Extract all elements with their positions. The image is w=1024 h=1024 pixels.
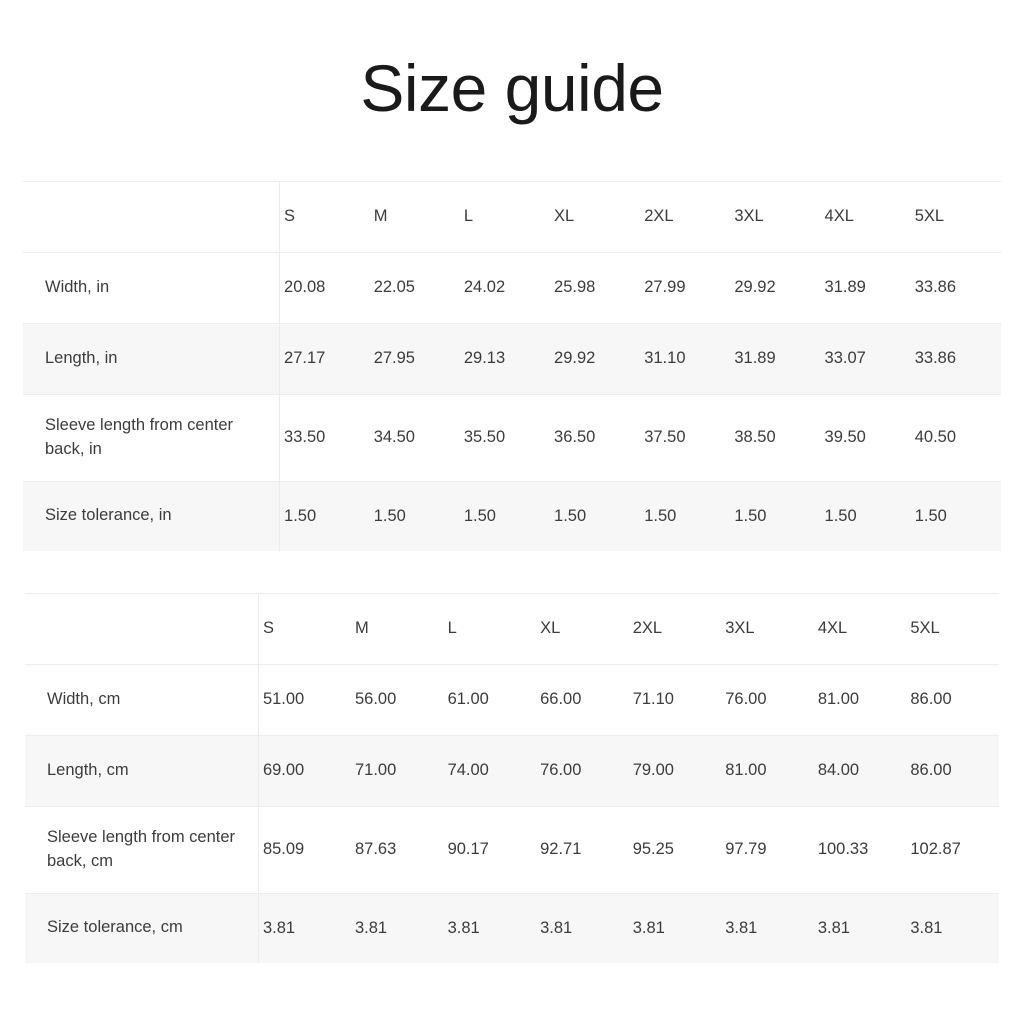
- cell-value: 29.13: [460, 323, 550, 394]
- cell-value: 87.63: [351, 806, 444, 893]
- cell-value: 27.95: [370, 323, 460, 394]
- column-header-m: M: [370, 181, 460, 252]
- column-header-2xl: 2XL: [629, 593, 722, 664]
- cell-value: 38.50: [730, 394, 820, 481]
- cell-value: 3.81: [536, 893, 629, 963]
- cell-value: 79.00: [629, 735, 722, 806]
- cell-value: 1.50: [640, 481, 730, 551]
- cell-value: 51.00: [258, 664, 351, 735]
- column-header-xl: XL: [550, 181, 640, 252]
- table-row: [23, 394, 1001, 481]
- cell-value: 33.50: [280, 394, 370, 481]
- size-table-imperial-wrapper: [23, 181, 1001, 551]
- column-header-3xl: 3XL: [721, 593, 814, 664]
- cell-value: 71.10: [629, 664, 722, 735]
- row-label: Sleeve length from center back, cm: [25, 806, 258, 893]
- cell-value: 1.50: [280, 481, 370, 551]
- cell-value: 39.50: [821, 394, 911, 481]
- table-row: [25, 806, 999, 893]
- cell-value: 86.00: [906, 664, 999, 735]
- cell-value: 3.81: [906, 893, 999, 963]
- cell-value: 92.71: [536, 806, 629, 893]
- cell-value: 27.17: [280, 323, 370, 394]
- size-table-imperial: [23, 181, 1001, 551]
- cell-value: 3.81: [351, 893, 444, 963]
- row-label: Sleeve length from center back, in: [23, 394, 280, 481]
- cell-value: 1.50: [370, 481, 460, 551]
- cell-value: 97.79: [721, 806, 814, 893]
- row-label: Width, cm: [25, 664, 258, 735]
- cell-value: 1.50: [550, 481, 640, 551]
- cell-value: 95.25: [629, 806, 722, 893]
- cell-value: 81.00: [721, 735, 814, 806]
- cell-value: 76.00: [536, 735, 629, 806]
- cell-value: 29.92: [550, 323, 640, 394]
- cell-value: 3.81: [721, 893, 814, 963]
- cell-value: 22.05: [370, 252, 460, 323]
- cell-value: 85.09: [258, 806, 351, 893]
- cell-value: 29.92: [730, 252, 820, 323]
- cell-value: 76.00: [721, 664, 814, 735]
- column-header-2xl: 2XL: [640, 181, 730, 252]
- table-row: [23, 323, 1001, 394]
- cell-value: 31.89: [730, 323, 820, 394]
- cell-value: 25.98: [550, 252, 640, 323]
- table-row: [23, 252, 1001, 323]
- column-header-s: S: [280, 181, 370, 252]
- cell-value: 31.10: [640, 323, 730, 394]
- size-table-metric: [25, 593, 999, 963]
- cell-value: 3.81: [814, 893, 907, 963]
- table-header-row: [23, 181, 1001, 252]
- column-header-l: L: [460, 181, 550, 252]
- row-label: Size tolerance, cm: [25, 893, 258, 963]
- column-header-m: M: [351, 593, 444, 664]
- table-row: [25, 664, 999, 735]
- table-header: [25, 593, 999, 664]
- cell-value: 35.50: [460, 394, 550, 481]
- size-table-metric-wrapper: [25, 593, 999, 963]
- cell-value: 66.00: [536, 664, 629, 735]
- cell-value: 86.00: [906, 735, 999, 806]
- cell-value: 100.33: [814, 806, 907, 893]
- column-header-3xl: 3XL: [730, 181, 820, 252]
- cell-value: 84.00: [814, 735, 907, 806]
- row-label: Width, in: [23, 252, 280, 323]
- column-header-4xl: 4XL: [814, 593, 907, 664]
- table-row: [25, 735, 999, 806]
- cell-value: 24.02: [460, 252, 550, 323]
- cell-value: 61.00: [444, 664, 537, 735]
- cell-value: 20.08: [280, 252, 370, 323]
- cell-value: 1.50: [460, 481, 550, 551]
- cell-value: 33.86: [911, 252, 1001, 323]
- cell-value: 69.00: [258, 735, 351, 806]
- cell-value: 102.87: [906, 806, 999, 893]
- cell-value: 3.81: [444, 893, 537, 963]
- cell-value: 1.50: [911, 481, 1001, 551]
- cell-value: 37.50: [640, 394, 730, 481]
- table-body: [23, 252, 1001, 551]
- cell-value: 1.50: [821, 481, 911, 551]
- cell-value: 34.50: [370, 394, 460, 481]
- corner-cell: [23, 181, 280, 252]
- cell-value: 33.86: [911, 323, 1001, 394]
- cell-value: 31.89: [821, 252, 911, 323]
- row-label: Length, in: [23, 323, 280, 394]
- cell-value: 81.00: [814, 664, 907, 735]
- column-header-5xl: 5XL: [906, 593, 999, 664]
- row-label: Size tolerance, in: [23, 481, 280, 551]
- cell-value: 1.50: [730, 481, 820, 551]
- table-row: [25, 893, 999, 963]
- cell-value: 33.07: [821, 323, 911, 394]
- column-header-l: L: [444, 593, 537, 664]
- cell-value: 40.50: [911, 394, 1001, 481]
- row-label: Length, cm: [25, 735, 258, 806]
- column-header-5xl: 5XL: [911, 181, 1001, 252]
- table-row: [23, 481, 1001, 551]
- table-body: [25, 664, 999, 963]
- column-header-xl: XL: [536, 593, 629, 664]
- column-header-s: S: [258, 593, 351, 664]
- corner-cell: [25, 593, 258, 664]
- cell-value: 74.00: [444, 735, 537, 806]
- cell-value: 3.81: [258, 893, 351, 963]
- cell-value: 36.50: [550, 394, 640, 481]
- cell-value: 56.00: [351, 664, 444, 735]
- cell-value: 71.00: [351, 735, 444, 806]
- page-title: Size guide: [360, 51, 664, 125]
- column-header-4xl: 4XL: [821, 181, 911, 252]
- cell-value: 27.99: [640, 252, 730, 323]
- table-header: [23, 181, 1001, 252]
- table-header-row: [25, 593, 999, 664]
- cell-value: 3.81: [629, 893, 722, 963]
- cell-value: 90.17: [444, 806, 537, 893]
